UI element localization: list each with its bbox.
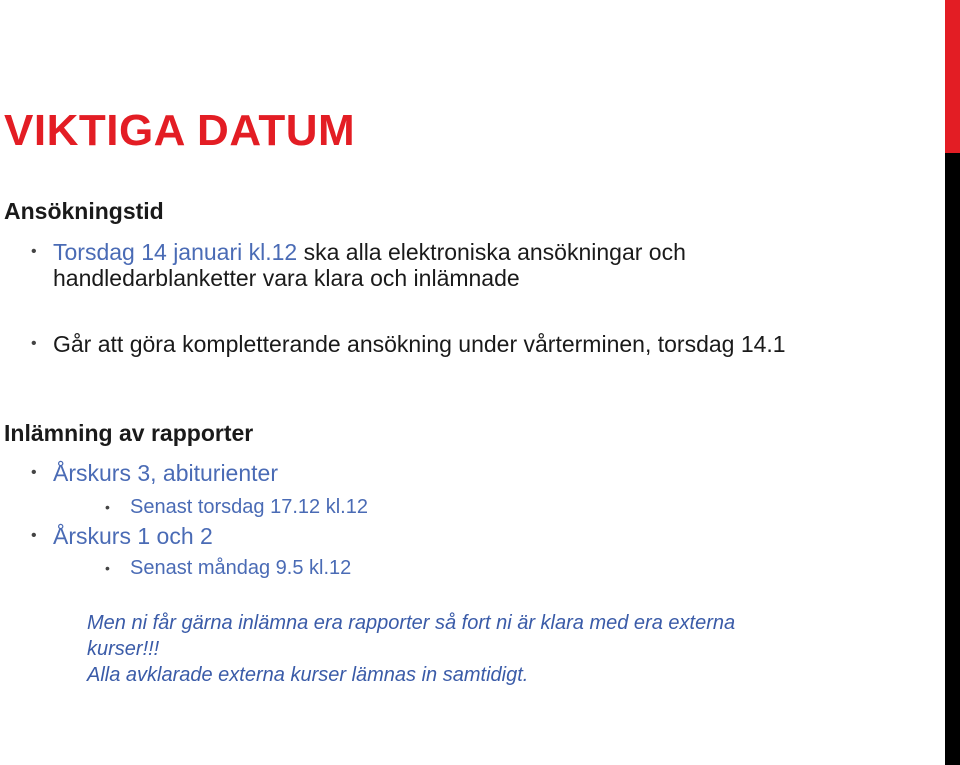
bullet-dot-icon: •: [105, 560, 110, 576]
accent-bar-red: [945, 0, 960, 153]
note-line-2: Alla avklarade externa kurser lämnas in samtidigt.: [87, 664, 529, 686]
list-item-label: Årskurs 1 och 2: [53, 523, 213, 549]
section-heading-ansokningstid: Ansökningstid: [4, 198, 164, 224]
accent-bar-black: [945, 153, 960, 765]
bullet-dot-icon: •: [31, 335, 37, 352]
note-text: [87, 610, 807, 688]
bullet-dot-icon: •: [105, 499, 110, 515]
bullet-dot-icon: •: [31, 527, 37, 544]
note-line-1: Men ni får gärna inlämna era rapporter så fort ni är klara med era externa kurser!!!: [87, 612, 736, 660]
sub-item-arskurs-3-deadline: [105, 494, 368, 520]
sub-item-arskurs-1-2-deadline: [105, 555, 352, 581]
bullet-dot-icon: •: [31, 464, 37, 481]
deadline-text: ska alla elektroniska ansökningar och handledarblanketter vara klara och inlämnade: [53, 239, 686, 291]
deadline-date: Torsdag 14 januari kl.12: [53, 239, 298, 265]
list-item-label: Årskurs 3, abiturienter: [53, 460, 278, 486]
section-heading-rapporter: Inlämning av rapporter: [4, 420, 254, 446]
list-item-arskurs-3: [31, 460, 853, 486]
sub-item-label: Senast måndag 9.5 kl.12: [130, 557, 352, 579]
bullet-kompletterande: [31, 331, 853, 357]
sub-item-label: Senast torsdag 17.12 kl.12: [130, 496, 368, 518]
kompletterande-text: Går att göra kompletterande ansökning under vårterminen, torsdag 14.1: [53, 331, 786, 357]
bullet-ansokan-deadline: [31, 239, 853, 291]
bullet-dot-icon: •: [31, 243, 37, 260]
list-item-arskurs-1-2: [31, 523, 853, 549]
page-title: VIKTIGA DATUM: [4, 106, 356, 155]
